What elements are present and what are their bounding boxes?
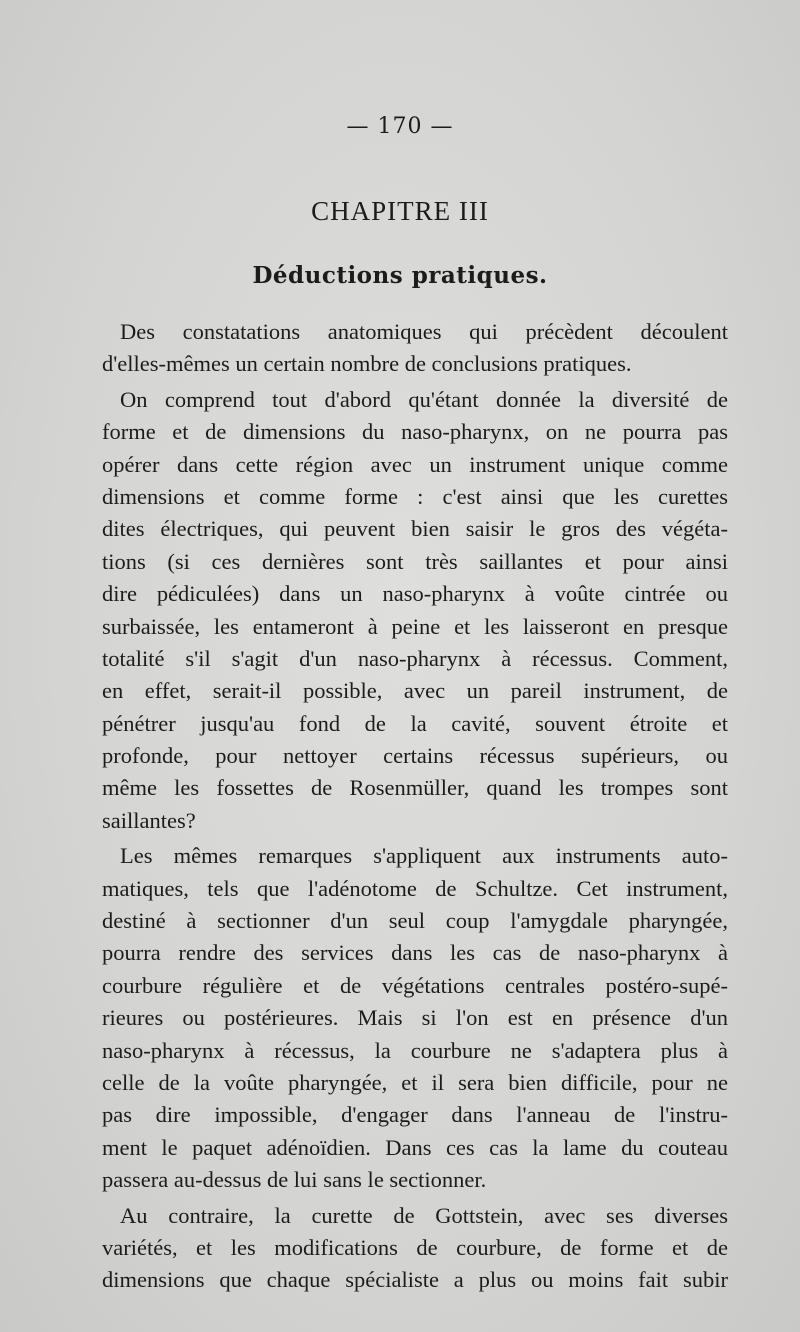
text-line: dimensions et comme forme : c'est ainsi que les curettes [102, 483, 728, 509]
text-line: dimensions que chaque spécialiste a plus ou moins fait subir [102, 1267, 728, 1293]
paragraph [102, 1200, 728, 1297]
text-line: opérer dans cette région avec un instrument unique comme [102, 451, 728, 477]
text-line: dites électriques, qui peuvent bien saisir le gros des végéta- [102, 516, 728, 542]
text-line: variétés, et les modifications de courbure, de forme et de [102, 1234, 728, 1260]
text-line: forme et de dimensions du naso-pharynx, on ne pourra pas [102, 419, 728, 445]
paragraph [102, 384, 728, 837]
paragraph [102, 316, 728, 381]
text-line: Des constatations anatomiques qui précèdent découlent [120, 319, 728, 344]
text-line: On comprend tout d'abord qu'étant donnée la diversité de [120, 386, 728, 412]
body-text [102, 316, 728, 1297]
section-title: Déductions pratiques. [252, 262, 548, 289]
text-line: pourra rendre des services dans les cas de naso-pharynx à [102, 940, 728, 966]
text-line: destiné à sectionner d'un seul coup l'amygdale pharyngée, [102, 908, 728, 934]
text-line: surbaissée, les entameront à peine et les laisseront en presque [102, 613, 728, 639]
text-line: pas dire impossible, d'engager dans l'anneau de l'instru- [102, 1102, 728, 1128]
text-line: courbure régulière et de végétations centrales postéro-supé- [102, 972, 728, 998]
text-line: pénétrer jusqu'au fond de la cavité, souvent étroite et [102, 710, 728, 736]
text-line: tions (si ces dernières sont très saillantes et pour ainsi [102, 548, 728, 574]
text-line: matiques, tels que l'adénotome de Schultze. Cet instrument, [102, 875, 728, 901]
text-line: naso-pharynx à récessus, la courbure ne s'adaptera plus à [102, 1037, 728, 1063]
text-line: même les fossettes de Rosenmüller, quand les trompes sont [102, 775, 728, 801]
text-line: profonde, pour nettoyer certains récessus supérieurs, ou [102, 743, 728, 769]
text-line: celle de la voûte pharyngée, et il sera bien difficile, pour ne [102, 1069, 728, 1095]
text-line: Les mêmes remarques s'appliquent aux instruments auto- [120, 843, 728, 869]
text-line: Au contraire, la curette de Gottstein, avec ses diverses [120, 1202, 728, 1228]
paragraph [102, 840, 728, 1196]
text-line: rieures ou postérieures. Mais si l'on est en présence d'un [102, 1005, 728, 1031]
text-line: saillantes? [102, 807, 196, 833]
page-number: — 170 — [346, 114, 454, 139]
chapter-heading: CHAPITRE III [311, 196, 489, 226]
text-line: en effet, serait-il possible, avec un pareil instrument, de [102, 678, 728, 704]
text-line: dire pédiculées) dans un naso-pharynx à voûte cintrée ou [102, 581, 728, 607]
text-line: ment le paquet adénoïdien. Dans ces cas la lame du couteau [102, 1134, 728, 1160]
text-line: passera au-dessus de lui sans le sectionner. [102, 1167, 487, 1193]
text-line: totalité s'il s'agit d'un naso-pharynx à récessus. Comment, [102, 645, 728, 671]
text-line: d'elles-mêmes un certain nombre de conclusions pratiques. [102, 351, 632, 377]
